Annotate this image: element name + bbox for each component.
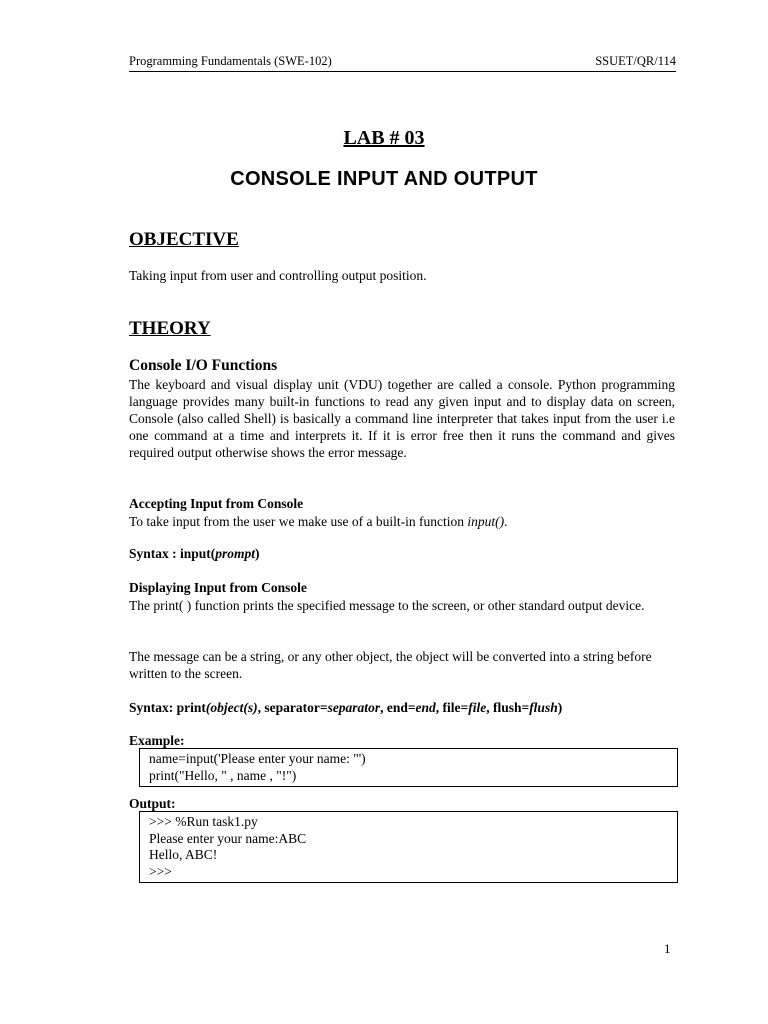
output-label: Output:	[129, 796, 176, 811]
objective-heading: OBJECTIVE	[129, 229, 239, 250]
output-line: Hello, ABC!	[149, 847, 218, 862]
output-line: >>>	[149, 863, 172, 879]
header-course: Programming Fundamentals (SWE-102)	[129, 54, 332, 68]
accepting-input-heading: Accepting Input from Console	[129, 496, 304, 511]
print-syntax-flush-label: , flush=	[486, 700, 530, 715]
print-syntax-sep-label: , separator=	[257, 700, 328, 715]
header-doc-code: SSUET/QR/114	[595, 54, 676, 68]
console-io-text: The keyboard and visual display unit (VDU) together are called a console. Python programming language provides many built-in functions to read any given input and to display data on screen, Console (also called Shell) is basically a command line interpreter that takes input from the user i.e one command at a time and interprets it. If it is error free then it runs the command and gives required output otherwise shows the error message.	[129, 377, 675, 460]
example-label: Example:	[129, 733, 185, 748]
output-line: Please enter your name:ABC	[149, 830, 307, 846]
print-syntax-end-value: end	[415, 700, 436, 715]
print-syntax-prefix: Syntax: print	[129, 700, 206, 715]
input-syntax-param: prompt	[215, 546, 256, 561]
output-code-box	[139, 811, 678, 883]
objective-text: Taking input from user and controlling output position.	[129, 268, 427, 283]
accepting-input-text-end: .	[504, 514, 508, 529]
print-syntax-file-label: , file=	[435, 700, 469, 715]
input-syntax	[129, 546, 260, 562]
print-syntax-object: (object(s)	[205, 700, 258, 715]
message-text: The message can be a string, or any other object, the object will be converted into a string before written to the screen.	[129, 649, 652, 681]
print-syntax-sep-value: separator	[327, 700, 381, 715]
code-line: name=input('Please enter your name: "')	[149, 751, 366, 766]
input-function-name: input()	[467, 514, 505, 529]
print-syntax-flush-value: flush	[529, 700, 558, 715]
input-syntax-label: Syntax : input(	[129, 546, 216, 561]
print-syntax-close: )	[557, 700, 563, 715]
accepting-input-text-part: To take input from the user we make use of a built-in function	[129, 514, 468, 529]
print-syntax-end-label: , end=	[380, 700, 416, 715]
input-syntax-close: )	[255, 546, 260, 561]
page-title: CONSOLE INPUT AND OUTPUT	[230, 168, 538, 190]
displaying-input-heading: Displaying Input from Console	[129, 580, 307, 595]
accepting-input-text	[129, 513, 675, 530]
console-io-heading: Console I/O Functions	[129, 357, 278, 374]
lab-number: LAB # 03	[343, 127, 425, 149]
print-syntax-file-value: file	[468, 700, 487, 715]
output-line: >>> %Run task1.py	[149, 814, 258, 829]
displaying-input-text: The print( ) function prints the specified message to the screen, or other standard output device.	[129, 598, 645, 613]
print-syntax	[129, 700, 562, 716]
theory-heading: THEORY	[129, 318, 211, 339]
page-header	[129, 53, 676, 72]
page-number: 1	[664, 941, 671, 956]
code-line: print("Hello, " , name , "!")	[149, 767, 297, 783]
example-code-box	[139, 748, 678, 787]
